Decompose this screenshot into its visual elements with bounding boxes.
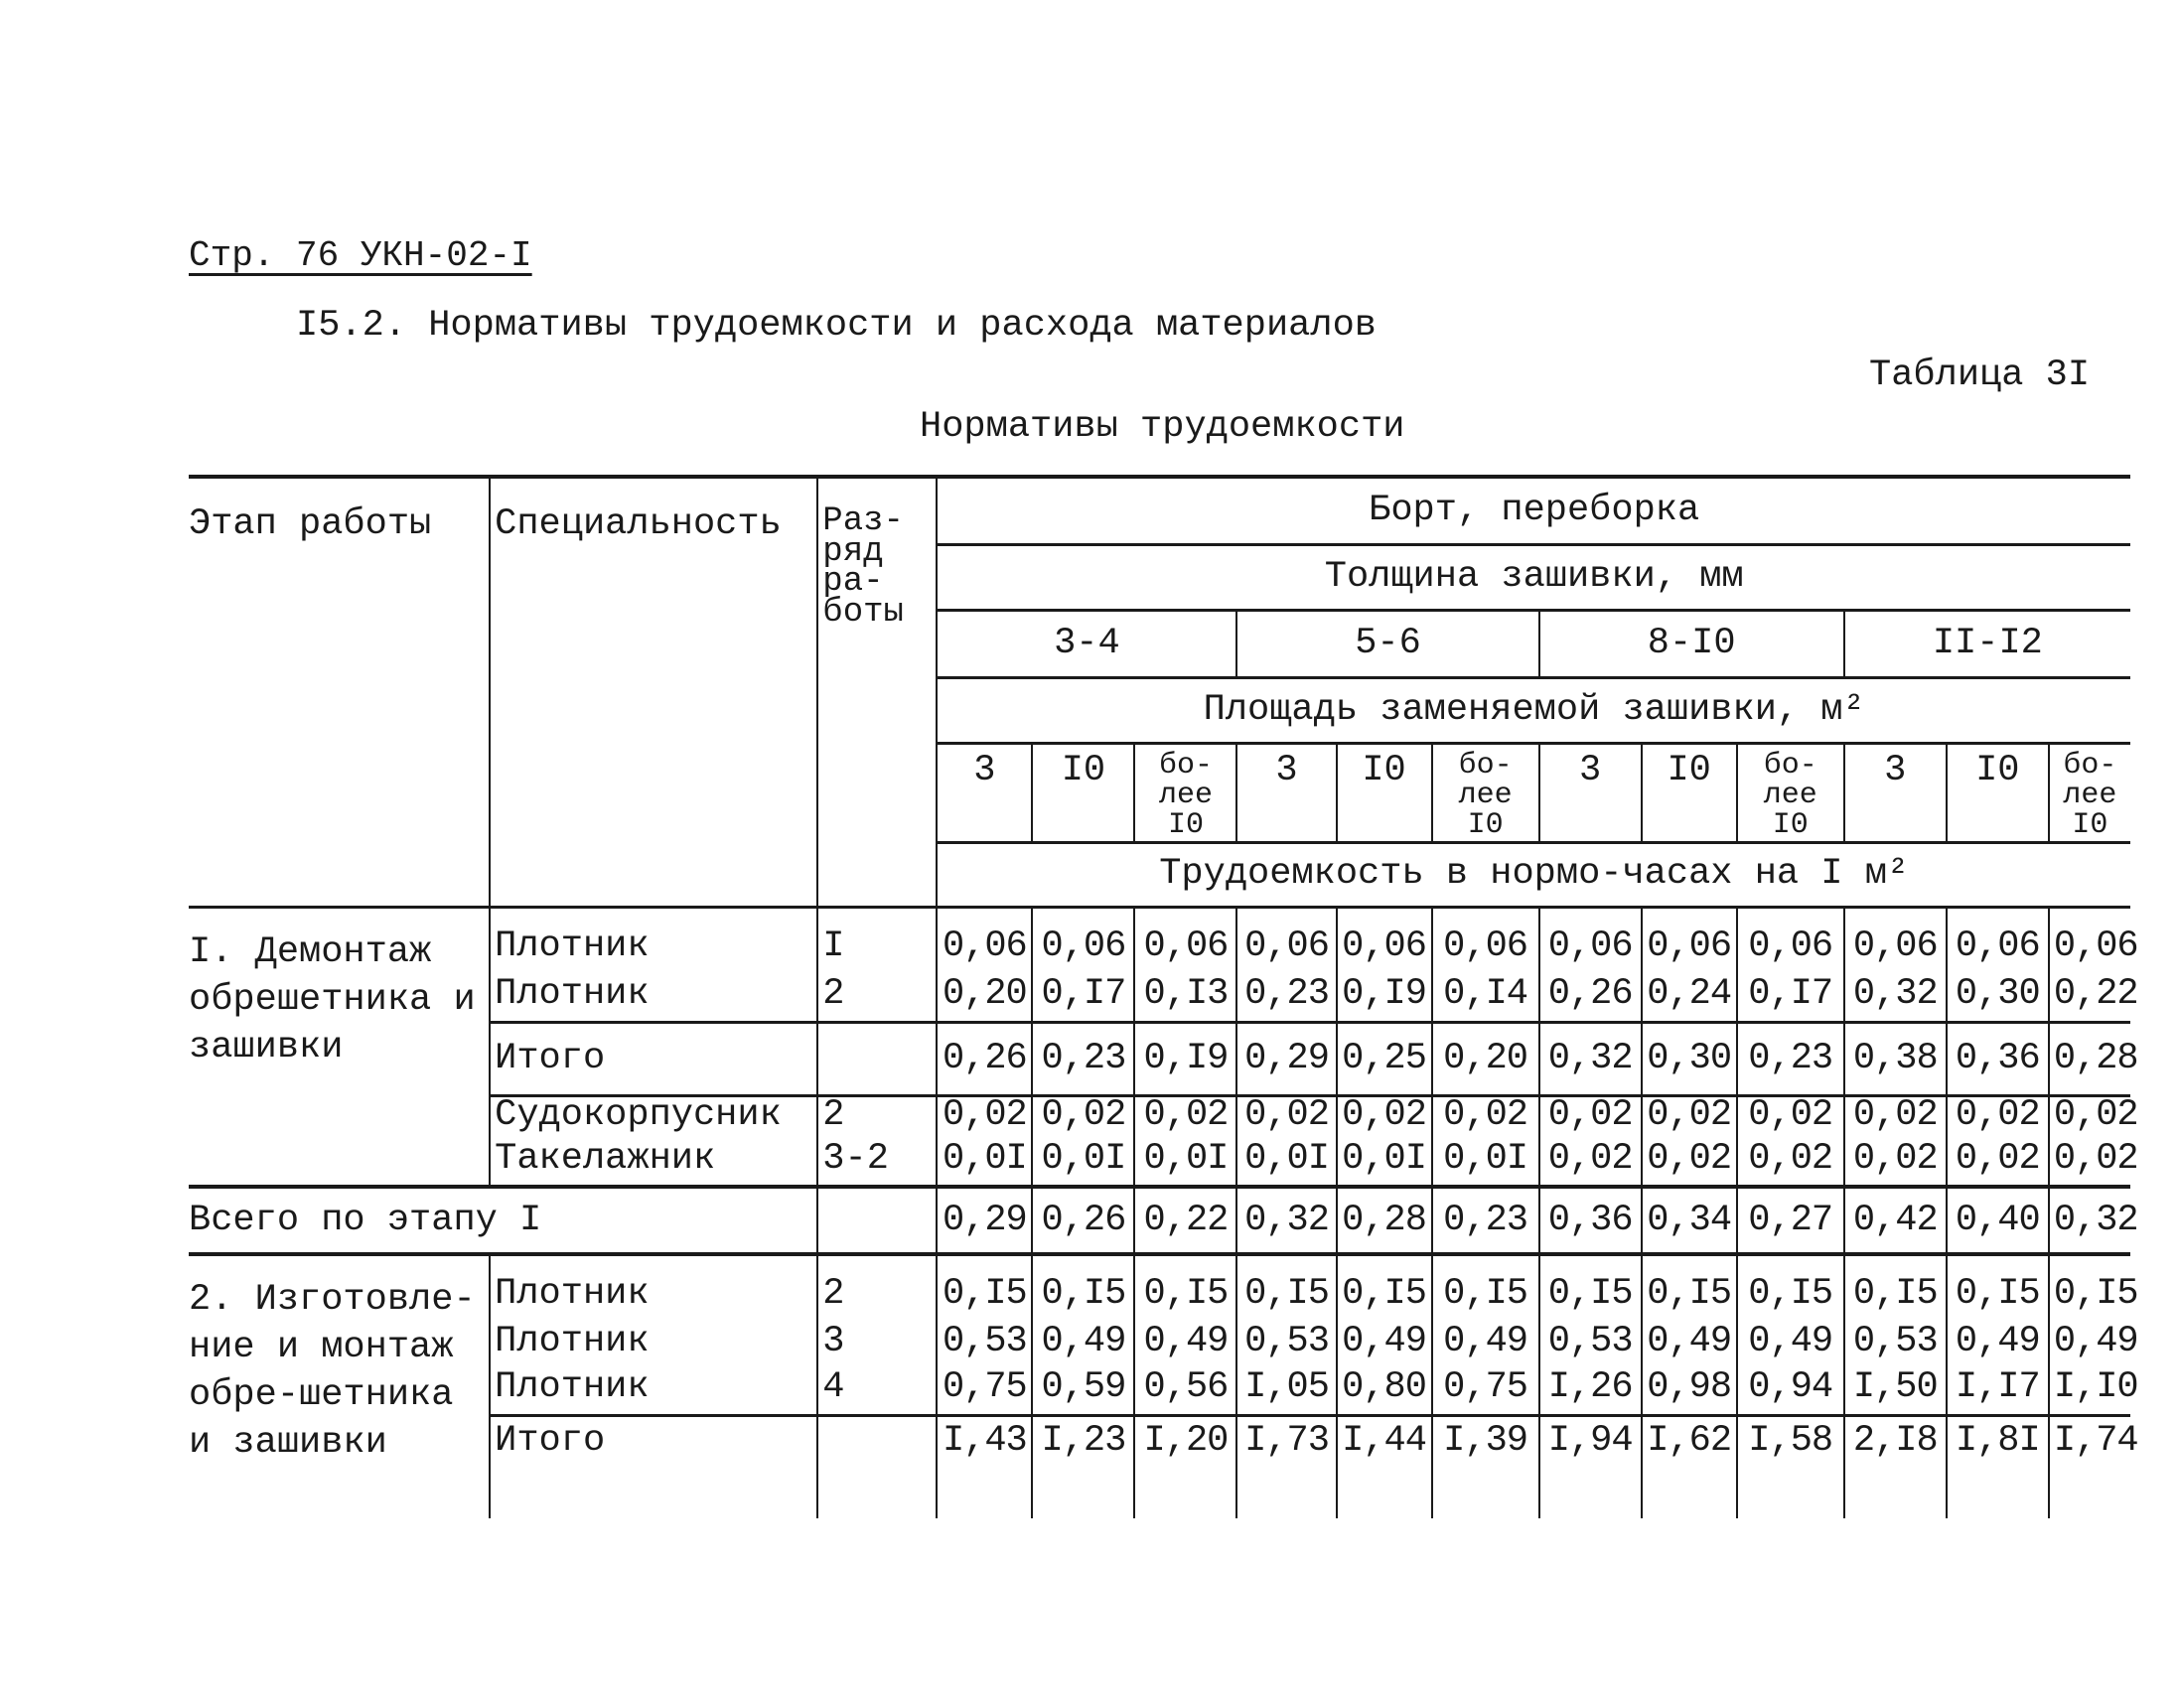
value-cell: I,50 [1844,1369,1947,1415]
value-cell: 0,94 [1737,1369,1844,1415]
thickness-group-header: II-I2 [1844,610,2130,677]
specialty-cell: Плотник [490,907,817,976]
value-cell: 0,49 [1337,1324,1432,1369]
value-cell: 0,32 [1236,1187,1336,1254]
value-cell: 0,53 [1236,1324,1336,1369]
value-cell: 0,98 [1642,1369,1737,1415]
value-cell: 0,I5 [2049,1254,2130,1324]
value-cell: 0,23 [1032,1022,1134,1095]
value-cell: 0,02 [2049,1141,2130,1187]
value-cell: 0,I5 [1642,1254,1737,1324]
value-cell: 0,06 [1337,907,1432,976]
value-cell: I,05 [1236,1369,1336,1415]
table-row [189,1254,2130,1324]
value-cell: I,26 [1539,1369,1642,1415]
value-cell: 0,0I [1337,1141,1432,1187]
value-cell: 0,75 [1432,1369,1539,1415]
value-cell: 0,I5 [1337,1254,1432,1324]
grade-cell: I [817,907,937,976]
value-cell: 0,I9 [1337,976,1432,1022]
value-cell: I,I0 [2049,1369,2130,1415]
specialty-cell: Такелажник [490,1141,817,1187]
value-cell: 0,24 [1642,976,1737,1022]
value-cell: 0,I5 [1134,1254,1236,1324]
value-cell: 0,49 [1432,1324,1539,1369]
grade-cell: 2 [817,1095,937,1141]
value-cell: 0,06 [1134,907,1236,976]
section-title: I5.2. Нормативы трудоемкости и расхода материалов [296,305,1377,347]
value-cell: 0,I5 [1539,1254,1642,1324]
value-cell: 0,I5 [1737,1254,1844,1324]
value-cell: 0,02 [1337,1095,1432,1141]
value-cell: 0,02 [1737,1095,1844,1141]
value-cell: 0,56 [1134,1369,1236,1415]
specialty-cell: Плотник [490,1369,817,1415]
specialty-cell: Плотник [490,1254,817,1324]
value-cell: 0,02 [937,1095,1032,1141]
value-cell: 0,32 [2049,1187,2130,1254]
grade-cell [817,1187,937,1254]
value-cell: 0,80 [1337,1369,1432,1415]
value-cell: 0,I5 [1947,1254,2049,1324]
header-grade: Раз- ряд ра- боты [817,477,937,907]
value-cell: 0,0I [1134,1141,1236,1187]
value-cell: I,43 [937,1415,1032,1518]
value-cell: I,23 [1032,1415,1134,1518]
value-cell: 0,23 [1737,1022,1844,1095]
value-cell: I,74 [2049,1415,2130,1518]
value-cell: 0,23 [1432,1187,1539,1254]
value-cell: 0,59 [1032,1369,1134,1415]
value-cell: 0,06 [1032,907,1134,976]
value-cell: 0,02 [1539,1095,1642,1141]
value-cell: 0,27 [1737,1187,1844,1254]
area-subheader: бо- лее I0 [1432,743,1539,842]
value-cell: 0,22 [2049,976,2130,1022]
stage-name: 2. Изготовле-ние и монтаж обре-шетника и зашивки [189,1279,476,1465]
value-cell: I,44 [1337,1415,1432,1518]
value-cell: 0,0I [1236,1141,1336,1187]
table-number: Таблица 3I [1869,355,2091,396]
value-cell: 0,I5 [937,1254,1032,1324]
value-cell: 0,53 [937,1324,1032,1369]
area-subheader: бо- лее I0 [1134,743,1236,842]
value-cell: 0,0I [1432,1141,1539,1187]
value-cell: 0,06 [1947,907,2049,976]
area-subheader: 3 [937,743,1032,842]
value-cell: 2,I8 [1844,1415,1947,1518]
value-cell: 0,53 [1539,1324,1642,1369]
value-cell: 0,20 [937,976,1032,1022]
grade-cell: 3-2 [817,1141,937,1187]
value-cell: 0,I5 [1844,1254,1947,1324]
value-cell: I,I7 [1947,1369,2049,1415]
value-cell: 0,02 [2049,1095,2130,1141]
area-subheader: 3 [1236,743,1336,842]
value-cell: 0,02 [1032,1095,1134,1141]
header-thickness: Толщина зашивки, мм [937,544,2130,610]
value-cell: 0,06 [1539,907,1642,976]
value-cell: 0,02 [1947,1141,2049,1187]
table-row [189,1187,2130,1254]
value-cell: 0,I5 [1236,1254,1336,1324]
thickness-group-header: 8-I0 [1539,610,1844,677]
value-cell: 0,02 [1844,1095,1947,1141]
value-cell: 0,32 [1844,976,1947,1022]
value-cell: 0,06 [1432,907,1539,976]
specialty-cell: Итого [490,1415,817,1518]
value-cell: I,58 [1737,1415,1844,1518]
value-cell: 0,02 [1432,1095,1539,1141]
header-area: Площадь заменяемой зашивки, м² [937,677,2130,743]
value-cell: 0,02 [1947,1095,2049,1141]
area-subheader: бо- лее I0 [1737,743,1844,842]
value-cell: 0,I4 [1432,976,1539,1022]
value-cell: 0,06 [1642,907,1737,976]
area-subheader: I0 [1642,743,1737,842]
area-subheader: бо- лее I0 [2049,743,2130,842]
value-cell: I,62 [1642,1415,1737,1518]
value-cell: 0,06 [937,907,1032,976]
grade-cell: 4 [817,1369,937,1415]
value-cell: 0,49 [1947,1324,2049,1369]
thickness-group-header: 5-6 [1236,610,1538,677]
table-row [189,907,2130,976]
header-group: Борт, переборка [937,477,2130,544]
labor-norms-table [189,475,2138,1518]
value-cell: 0,02 [1134,1095,1236,1141]
value-cell: 0,I7 [1032,976,1134,1022]
value-cell: 0,28 [2049,1022,2130,1095]
grade-cell [817,1022,937,1095]
stage-total-label: Всего по этапу I [189,1187,817,1254]
value-cell: 0,I5 [1032,1254,1134,1324]
value-cell: 0,0I [937,1141,1032,1187]
value-cell: 0,22 [1134,1187,1236,1254]
value-cell: 0,29 [1236,1022,1336,1095]
value-cell: I,8I [1947,1415,2049,1518]
value-cell: 0,28 [1337,1187,1432,1254]
area-subheader: I0 [1337,743,1432,842]
grade-cell [817,1415,937,1518]
value-cell: 0,26 [937,1022,1032,1095]
area-subheader: 3 [1844,743,1947,842]
value-cell: 0,49 [1642,1324,1737,1369]
value-cell: 0,23 [1236,976,1336,1022]
value-cell: 0,02 [1844,1141,1947,1187]
value-cell: 0,32 [1539,1022,1642,1095]
value-cell: 0,02 [1642,1141,1737,1187]
value-cell: 0,75 [937,1369,1032,1415]
value-cell: 0,36 [1947,1022,2049,1095]
value-cell: 0,02 [1539,1141,1642,1187]
value-cell: 0,06 [1737,907,1844,976]
value-cell: 0,26 [1539,976,1642,1022]
stage-name: I. Демонтаж обрешетника и зашивки [189,907,490,1187]
value-cell: I,73 [1236,1415,1336,1518]
value-cell: 0,20 [1432,1022,1539,1095]
thickness-group-header: 3-4 [937,610,1236,677]
value-cell: 0,02 [1642,1095,1737,1141]
value-cell: 0,06 [1844,907,1947,976]
value-cell: 0,30 [1947,976,2049,1022]
grade-cell: 3 [817,1324,937,1369]
value-cell: 0,34 [1642,1187,1737,1254]
grade-cell: 2 [817,976,937,1022]
value-cell: 0,06 [1236,907,1336,976]
value-cell: 0,I3 [1134,976,1236,1022]
area-subheader: I0 [1032,743,1134,842]
specialty-cell: Плотник [490,976,817,1022]
area-subheader: I0 [1947,743,2049,842]
value-cell: 0,49 [1737,1324,1844,1369]
table-title: Нормативы трудоемкости [920,406,1405,448]
value-cell: 0,49 [1134,1324,1236,1369]
value-cell: 0,38 [1844,1022,1947,1095]
value-cell: 0,I7 [1737,976,1844,1022]
specialty-cell: Судокорпусник [490,1095,817,1141]
specialty-cell: Плотник [490,1324,817,1369]
value-cell: I,39 [1432,1415,1539,1518]
header-specialty: Специальность [490,477,817,907]
value-cell: 0,49 [2049,1324,2130,1369]
value-cell: 0,42 [1844,1187,1947,1254]
value-cell: 0,I9 [1134,1022,1236,1095]
value-cell: 0,0I [1032,1141,1134,1187]
specialty-cell: Итого [490,1022,817,1095]
value-cell: 0,49 [1032,1324,1134,1369]
value-cell: 0,30 [1642,1022,1737,1095]
value-cell: 0,26 [1032,1187,1134,1254]
value-cell: 0,29 [937,1187,1032,1254]
area-subheader: 3 [1539,743,1642,842]
value-cell: 0,36 [1539,1187,1642,1254]
value-cell: 0,25 [1337,1022,1432,1095]
value-cell: 0,I5 [1432,1254,1539,1324]
value-cell: 0,02 [1737,1141,1844,1187]
header-labor: Трудоемкость в нормо-часах на I м² [937,842,2130,907]
value-cell: I,20 [1134,1415,1236,1518]
grade-cell: 2 [817,1254,937,1324]
value-cell: I,94 [1539,1415,1642,1518]
value-cell: 0,06 [2049,907,2130,976]
header-stage: Этап работы [189,477,490,907]
value-cell: 0,02 [1236,1095,1336,1141]
page-reference: Стр. 76 УКН-02-I [189,235,532,276]
value-cell: 0,40 [1947,1187,2049,1254]
value-cell: 0,53 [1844,1324,1947,1369]
